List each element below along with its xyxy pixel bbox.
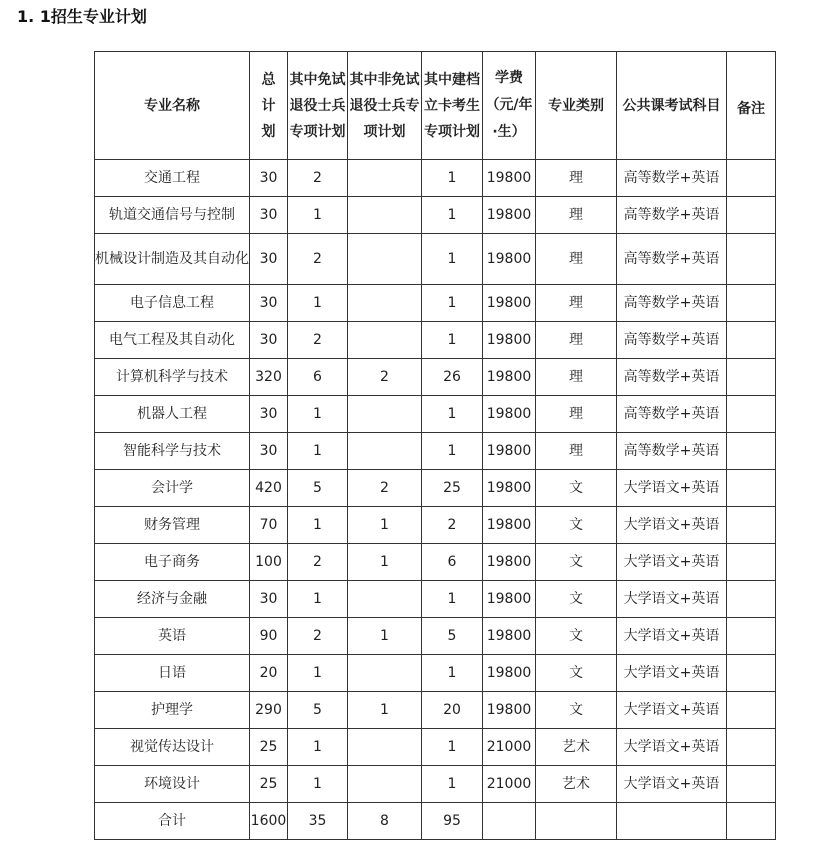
cell-major-type: 理 [536,396,617,433]
header-poverty-plan: 其中建档立卡考生专项计划 [422,52,483,160]
table-row [95,285,776,322]
cell-note [727,160,776,197]
cell-veteran-exempt: 2 [288,544,348,581]
cell-major-type: 文 [536,581,617,618]
cell-veteran-nonexempt: 1 [348,507,422,544]
cell-poverty-plan: 1 [422,197,483,234]
cell-note [727,803,776,840]
cell-major-type: 文 [536,544,617,581]
cell-major-type: 文 [536,507,617,544]
cell-poverty-plan: 1 [422,234,483,285]
cell-note [727,766,776,803]
cell-exam-subjects: 高等数学+英语 [617,396,727,433]
cell-exam-subjects: 大学语文+英语 [617,655,727,692]
cell-tuition: 19800 [483,507,536,544]
table-row [95,581,776,618]
cell-poverty-plan: 1 [422,729,483,766]
cell-major-type [536,803,617,840]
cell-tuition: 19800 [483,544,536,581]
cell-tuition: 19800 [483,285,536,322]
cell-total-plan: 1600 [250,803,288,840]
cell-total-plan: 30 [250,581,288,618]
cell-exam-subjects: 大学语文+英语 [617,618,727,655]
cell-major-name: 交通工程 [95,160,250,197]
cell-tuition: 19800 [483,160,536,197]
cell-major-type: 理 [536,285,617,322]
cell-tuition: 19800 [483,322,536,359]
cell-note [727,322,776,359]
cell-exam-subjects: 大学语文+英语 [617,507,727,544]
cell-exam-subjects: 大学语文+英语 [617,544,727,581]
cell-poverty-plan: 1 [422,285,483,322]
cell-tuition [483,803,536,840]
cell-major-name: 会计学 [95,470,250,507]
cell-veteran-exempt: 2 [288,618,348,655]
cell-note [727,470,776,507]
cell-exam-subjects: 大学语文+英语 [617,470,727,507]
cell-note [727,655,776,692]
cell-major-type: 文 [536,618,617,655]
enrollment-plan-table [94,51,776,840]
cell-veteran-exempt: 1 [288,581,348,618]
cell-exam-subjects: 大学语文+英语 [617,581,727,618]
table-row [95,470,776,507]
cell-major-name: 财务管理 [95,507,250,544]
cell-veteran-exempt: 2 [288,322,348,359]
cell-major-type: 理 [536,197,617,234]
header-note: 备注 [727,52,776,160]
cell-veteran-nonexempt [348,197,422,234]
cell-poverty-plan: 20 [422,692,483,729]
table-row [95,544,776,581]
cell-veteran-exempt: 1 [288,396,348,433]
header-exam-subjects: 公共课考试科目 [617,52,727,160]
header-veteran-exempt: 其中免试退役士兵专项计划 [288,52,348,160]
cell-veteran-nonexempt: 2 [348,359,422,396]
cell-note [727,729,776,766]
table-row [95,234,776,285]
cell-poverty-plan: 26 [422,359,483,396]
cell-total-plan: 25 [250,766,288,803]
cell-total-plan: 30 [250,285,288,322]
cell-veteran-nonexempt: 1 [348,692,422,729]
cell-total-plan: 30 [250,160,288,197]
cell-veteran-exempt: 2 [288,160,348,197]
cell-note [727,544,776,581]
table-row [95,729,776,766]
cell-total-plan: 420 [250,470,288,507]
cell-major-name: 日语 [95,655,250,692]
cell-major-type: 理 [536,322,617,359]
cell-veteran-nonexempt [348,581,422,618]
cell-poverty-plan: 2 [422,507,483,544]
cell-veteran-nonexempt [348,160,422,197]
header-row [95,52,776,160]
cell-note [727,433,776,470]
cell-poverty-plan: 95 [422,803,483,840]
cell-veteran-nonexempt: 1 [348,544,422,581]
cell-note [727,692,776,729]
cell-tuition: 19800 [483,359,536,396]
cell-veteran-exempt: 1 [288,197,348,234]
cell-total-plan: 90 [250,618,288,655]
cell-poverty-plan: 1 [422,322,483,359]
table-row [95,359,776,396]
cell-exam-subjects: 高等数学+英语 [617,433,727,470]
cell-note [727,581,776,618]
cell-exam-subjects: 高等数学+英语 [617,322,727,359]
cell-major-name: 合计 [95,803,250,840]
cell-veteran-nonexempt [348,766,422,803]
cell-veteran-nonexempt [348,433,422,470]
header-veteran-nonexempt: 其中非免试退役士兵专项计划 [348,52,422,160]
total-row [95,803,776,840]
cell-total-plan: 290 [250,692,288,729]
cell-tuition: 19800 [483,234,536,285]
cell-major-type: 艺术 [536,729,617,766]
cell-note [727,359,776,396]
cell-tuition: 19800 [483,692,536,729]
cell-veteran-exempt: 2 [288,234,348,285]
cell-veteran-nonexempt [348,322,422,359]
cell-tuition: 19800 [483,396,536,433]
cell-total-plan: 100 [250,544,288,581]
table-row [95,322,776,359]
cell-total-plan: 30 [250,433,288,470]
cell-note [727,507,776,544]
cell-total-plan: 25 [250,729,288,766]
cell-total-plan: 30 [250,234,288,285]
cell-major-type: 理 [536,433,617,470]
cell-note [727,197,776,234]
cell-tuition: 19800 [483,470,536,507]
header-major-name: 专业名称 [95,52,250,160]
cell-tuition: 19800 [483,618,536,655]
cell-poverty-plan: 1 [422,396,483,433]
cell-tuition: 21000 [483,729,536,766]
cell-poverty-plan: 1 [422,655,483,692]
cell-tuition: 19800 [483,655,536,692]
cell-veteran-exempt: 1 [288,766,348,803]
cell-poverty-plan: 1 [422,581,483,618]
table-row [95,160,776,197]
cell-major-name: 计算机科学与技术 [95,359,250,396]
cell-total-plan: 30 [250,197,288,234]
cell-major-type: 理 [536,160,617,197]
cell-major-type: 文 [536,655,617,692]
cell-tuition: 21000 [483,766,536,803]
cell-note [727,396,776,433]
cell-exam-subjects: 大学语文+英语 [617,766,727,803]
table-row [95,618,776,655]
cell-major-type: 文 [536,470,617,507]
cell-major-name: 护理学 [95,692,250,729]
cell-veteran-exempt: 1 [288,285,348,322]
header-total-plan: 总计划 [250,52,288,160]
cell-veteran-exempt: 1 [288,729,348,766]
table-row [95,197,776,234]
cell-veteran-exempt: 35 [288,803,348,840]
cell-veteran-nonexempt: 8 [348,803,422,840]
header-major-type: 专业类别 [536,52,617,160]
cell-total-plan: 20 [250,655,288,692]
section-heading: 1. 1招生专业计划 [17,7,147,26]
cell-major-name: 电子信息工程 [95,285,250,322]
cell-major-name: 智能科学与技术 [95,433,250,470]
cell-tuition: 19800 [483,433,536,470]
cell-poverty-plan: 5 [422,618,483,655]
cell-exam-subjects: 大学语文+英语 [617,692,727,729]
cell-major-name: 环境设计 [95,766,250,803]
cell-veteran-exempt: 1 [288,433,348,470]
cell-veteran-nonexempt: 1 [348,618,422,655]
cell-veteran-exempt: 1 [288,507,348,544]
cell-poverty-plan: 6 [422,544,483,581]
cell-veteran-nonexempt [348,396,422,433]
cell-veteran-exempt: 5 [288,470,348,507]
cell-total-plan: 30 [250,396,288,433]
cell-veteran-nonexempt: 2 [348,470,422,507]
cell-major-type: 理 [536,234,617,285]
cell-exam-subjects: 高等数学+英语 [617,160,727,197]
cell-veteran-nonexempt [348,655,422,692]
cell-major-type: 理 [536,359,617,396]
cell-veteran-nonexempt [348,285,422,322]
cell-veteran-exempt: 6 [288,359,348,396]
table-row [95,692,776,729]
cell-veteran-nonexempt [348,234,422,285]
table-row [95,766,776,803]
cell-poverty-plan: 25 [422,470,483,507]
cell-major-name: 轨道交通信号与控制 [95,197,250,234]
cell-exam-subjects: 高等数学+英语 [617,359,727,396]
table-row [95,655,776,692]
cell-poverty-plan: 1 [422,433,483,470]
cell-total-plan: 70 [250,507,288,544]
cell-major-type: 文 [536,692,617,729]
cell-veteran-nonexempt [348,729,422,766]
cell-major-name: 机械设计制造及其自动化 [95,234,250,285]
cell-tuition: 19800 [483,581,536,618]
table-row [95,396,776,433]
cell-major-name: 电气工程及其自动化 [95,322,250,359]
cell-note [727,285,776,322]
cell-exam-subjects: 大学语文+英语 [617,729,727,766]
cell-exam-subjects [617,803,727,840]
cell-major-name: 英语 [95,618,250,655]
cell-poverty-plan: 1 [422,766,483,803]
table-row [95,433,776,470]
cell-major-name: 经济与金融 [95,581,250,618]
cell-exam-subjects: 高等数学+英语 [617,234,727,285]
cell-veteran-exempt: 5 [288,692,348,729]
table-row [95,507,776,544]
cell-major-name: 视觉传达设计 [95,729,250,766]
cell-veteran-exempt: 1 [288,655,348,692]
cell-total-plan: 320 [250,359,288,396]
cell-major-type: 艺术 [536,766,617,803]
cell-note [727,234,776,285]
cell-exam-subjects: 高等数学+英语 [617,285,727,322]
cell-note [727,618,776,655]
cell-poverty-plan: 1 [422,160,483,197]
cell-exam-subjects: 高等数学+英语 [617,197,727,234]
cell-major-name: 电子商务 [95,544,250,581]
cell-total-plan: 30 [250,322,288,359]
cell-tuition: 19800 [483,197,536,234]
header-tuition: 学费（元/年·生） [483,52,536,160]
cell-major-name: 机器人工程 [95,396,250,433]
